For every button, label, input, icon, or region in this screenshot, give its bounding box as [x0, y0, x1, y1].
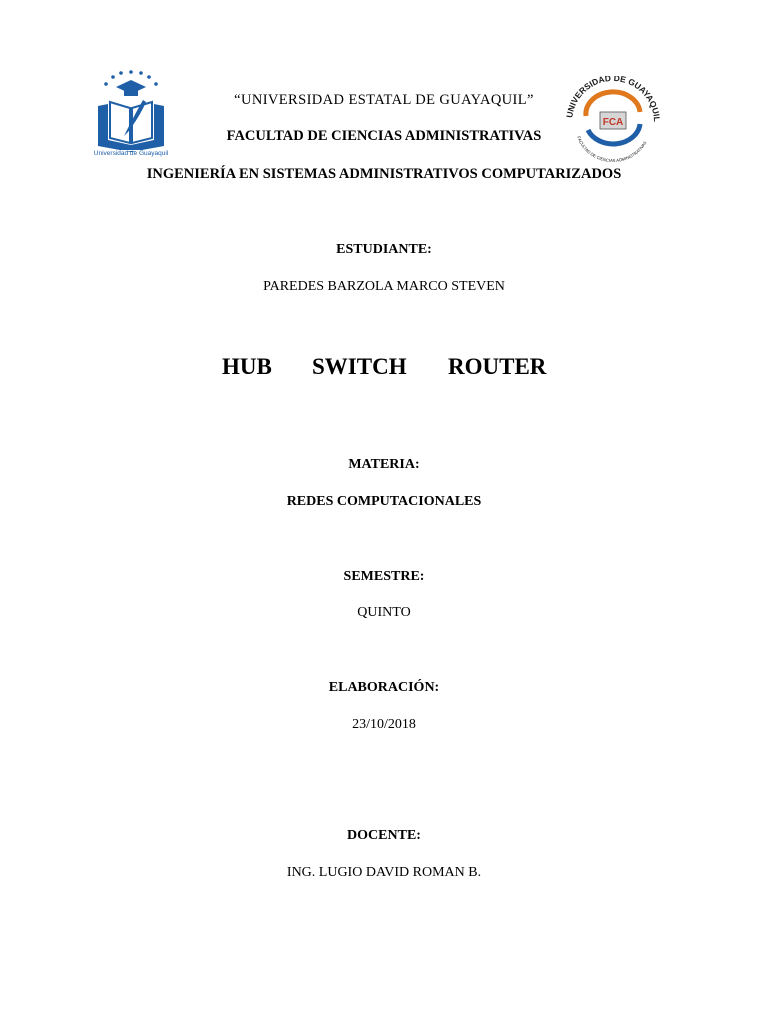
- document-title: [0, 354, 768, 388]
- elaboration-label: ELABORACIÓN:: [328, 680, 440, 695]
- university-book-logo-icon: [88, 66, 174, 162]
- svg-text:FACULTAD DE CIENCIAS ADMINISTR: FACULTAD DE CIENCIAS ADMINISTRATIVAS: [576, 135, 648, 162]
- career-name: INGENIERÍA EN SISTEMAS ADMINISTRATIVOS COMPUTARIZADOS: [146, 166, 622, 182]
- fca-logo: [560, 76, 666, 162]
- university-logo: [88, 66, 174, 162]
- fca-seal-logo-icon: [560, 76, 666, 162]
- student-name: PAREDES BARZOLA MARCO STEVEN: [263, 279, 505, 294]
- title-word-router: ROUTER: [448, 354, 547, 379]
- university-logo-caption: Universidad de Guayaquil: [93, 150, 169, 157]
- title-word-switch: SWITCH: [312, 354, 407, 379]
- subject-value: REDES COMPUTACIONALES: [286, 494, 482, 509]
- teacher-name: ING. LUGIO DAVID ROMAN B.: [286, 865, 482, 880]
- elaboration-date: 23/10/2018: [352, 717, 416, 732]
- svg-text:UNIVERSIDAD DE GUAYAQUIL: UNIVERSIDAD DE GUAYAQUIL: [564, 76, 663, 123]
- student-label: ESTUDIANTE:: [336, 242, 432, 257]
- subject-label: MATERIA:: [348, 457, 420, 472]
- title-word-hub: HUB: [222, 354, 272, 379]
- university-name: “UNIVERSIDAD ESTATAL DE GUAYAQUIL”: [234, 92, 534, 108]
- semester-label: SEMESTRE:: [343, 569, 425, 584]
- teacher-label: DOCENTE:: [347, 828, 421, 843]
- svg-text:FCA: FCA: [602, 117, 624, 128]
- semester-value: QUINTO: [357, 605, 411, 620]
- faculty-name: FACULTAD DE CIENCIAS ADMINISTRATIVAS: [226, 128, 542, 144]
